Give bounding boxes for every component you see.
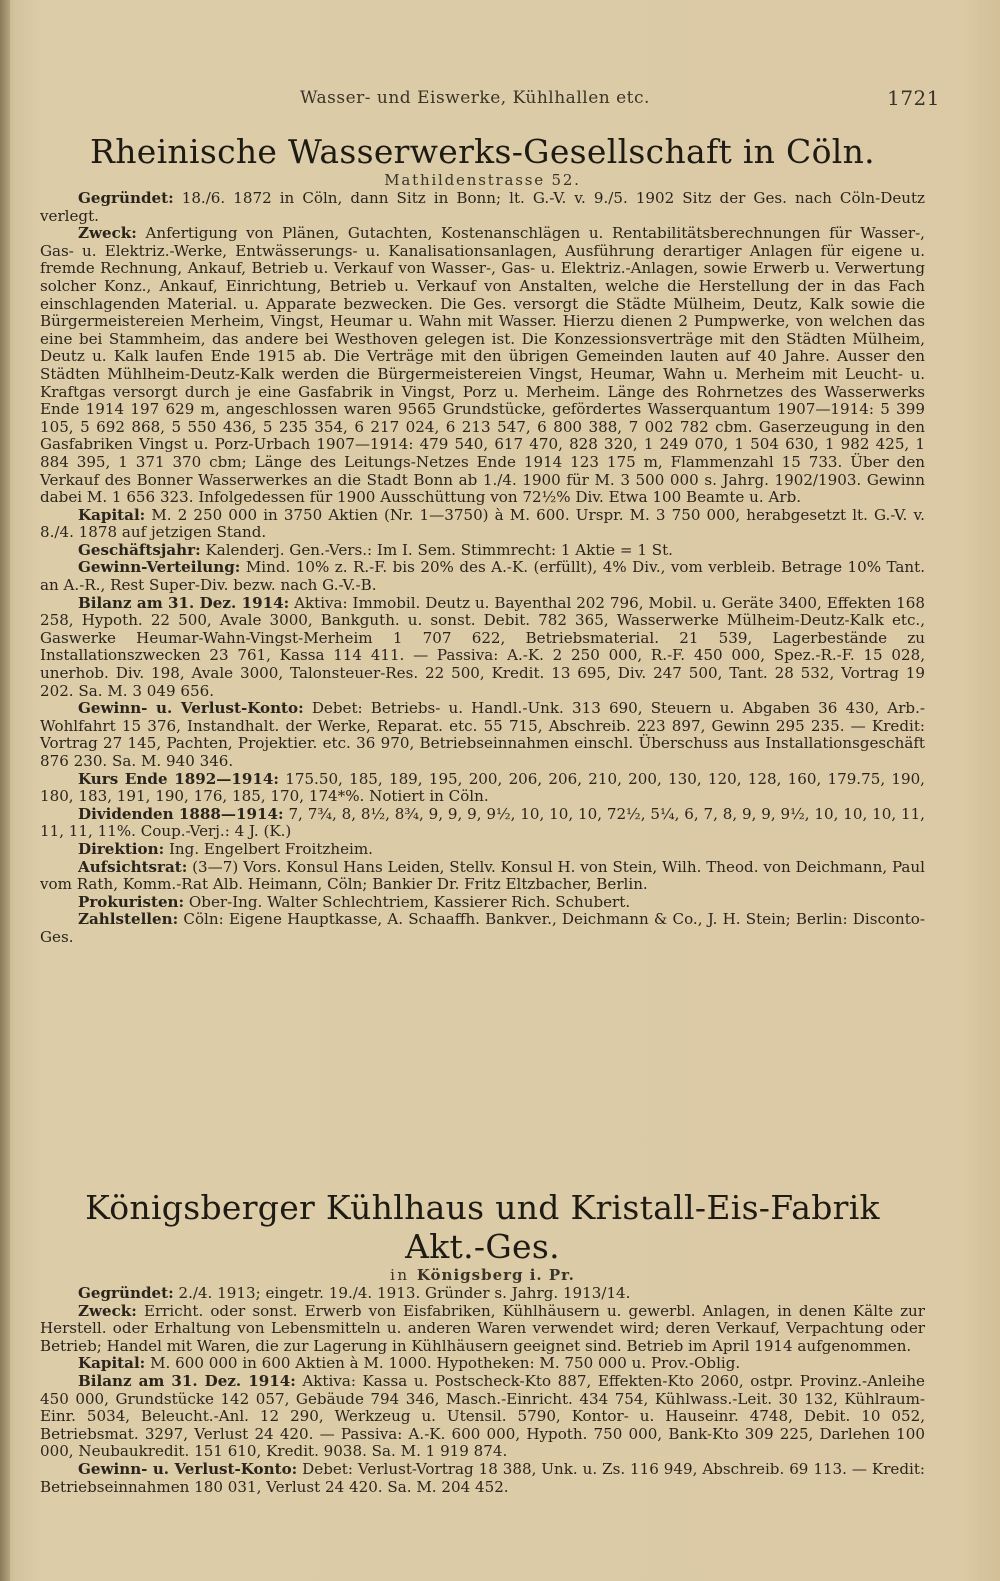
entry-paragraph [40, 700, 925, 770]
paragraph-label: Prokuristen: [78, 892, 185, 911]
entry-paragraph [40, 859, 925, 894]
entry-paragraph [40, 559, 925, 594]
paragraph-text: 175.50, 185, 189, 195, 200, 206, 206, 210, 200, 130, 120, 128, 160, 179.75, 190, 180, 183, 191, 190, 176, 185, 170, 174*%. Notiert in Cöln. [40, 769, 925, 806]
paragraph-text: M. 2 250 000 in 3750 Aktien (Nr. 1—3750) à M. 600. Urspr. M. 3 750 000, herabgesetzt lt. G.-V. v. 8./4. 1878 auf jetzigen Stand. [40, 505, 925, 542]
entry-paragraph [40, 507, 925, 542]
company-entry-rheinische-wasserwerks [40, 132, 925, 947]
paragraph-text: 7, 7¾, 8, 8½, 8¾, 9, 9, 9, 9½, 10, 10, 10, 72½, 5¼, 6, 7, 8, 9, 9, 9½, 10, 10, 10, 11, 11, 11, 11%. Coup.-Verj.: 4 J. (K.) [40, 804, 925, 841]
paragraph-label: Kapital: [78, 505, 146, 524]
paragraph-text: M. 600 000 in 600 Aktien à M. 1000. Hypotheken: M. 750 000 u. Prov.-Oblig. [150, 1354, 741, 1373]
entry-paragraph [40, 190, 925, 225]
entry-title: Königsberger Kühlhaus und Kristall-Eis-Fabrik Akt.-Ges. [85, 1188, 880, 1266]
paragraph-label: Gewinn- u. Verlust-Konto: [78, 699, 304, 718]
entry-paragraph [40, 894, 925, 912]
paragraph-text: (3—7) Vors. Konsul Hans Leiden, Stellv. Konsul H. von Stein, Wilh. Theod. von Deichmann, Paul vom Rath, Komm.-Rat Alb. Heimann, Cöln; Bankier Dr. Fritz Eltzbacher, Berlin. [40, 857, 925, 894]
page-number: 1721 [887, 86, 940, 110]
paragraph-text: Anfertigung von Plänen, Gutachten, Kostenanschlägen u. Rentabilitätsberechnungen für Wasser-, Gas- u. Elektriz.-Werke, Entwässerungs- u. Kanalisationsanlagen, Ausführung derartiger Anlagen für eigene u. fremde Rechnung, Ankauf, Betrieb u. Verkauf von Wasser-, Gas- u. Elektriz.-Anlagen, sowie Erwerb u. Verwertung solcher Konz., Ankauf, Einrichtung, Betrieb u. Verkauf von Anstalten, welche die Herstellung der in das Fach einschlagenden Material. u. Apparate bezwecken. Die Ges. versorgt die Städte Mülheim, Deutz, Kalk sowie die Bürgermeistereien Merheim, Vingst, Heumar u. Wahn mit Wasser. Hierzu dienen 2 Pumpwerke, von welchen das eine bei Stammheim, das andere bei Westhoven gelegen ist. Die Konzessionsverträge mit den Städten Mülheim, Deutz u. Kalk laufen Ende 1915 ab. Die Verträge mit den übrigen Gemeinden lauten auf 40 Jahre. Ausser den Städten Mühlheim-Deutz-Kalk werden die Bürgermeistereien Vingst, Heumar, Wahn u. Merheim mit Leucht- u. Kraftgas versorgt durch je eine Gasfabrik in Vingst, Porz u. Merheim. Länge des Rohrnetzes des Wasserwerks Ende 1914 197 629 m, angeschlossen waren 9565 Grundstücke, gefördertes Wasserquantum 1907—1914: 5 399 105, 5 692 868, 5 550 436, 5 235 354, 6 217 024, 6 213 547, 6 800 388, 7 002 782 cbm. Gaserzeugung in den Gasfabriken Vingst u. Porz-Urbach 1907—1914: 479 540, 617 470, 828 320, 1 249 070, 1 504 630, 1 982 425, 1 884 395, 1 371 370 cbm; Länge des Leitungs-Netzes Ende 1914 123 175 m, Flammenzahl 15 733. Über den Verkauf des Bonner Wasserwerkes an die Stadt Bonn ab 1./4. 1900 für M. 3 500 000 s. Jahrg. 1902/1903. Gewinn dabei M. 1 656 323. Infolgedessen für 1900 Ausschüttung von 72½% Div. Etwa 100 Beamte u. Arb. [40, 224, 925, 507]
entry-body [40, 1285, 925, 1496]
entry-paragraph [40, 771, 925, 806]
paragraph-label: Kapital: [78, 1354, 146, 1373]
entry-paragraph [40, 1285, 925, 1303]
paragraph-label: Geschäftsjahr: [78, 540, 201, 559]
entry-paragraph [40, 1303, 925, 1356]
paragraph-text: Kalenderj. Gen.-Vers.: Im I. Sem. Stimmrecht: 1 Aktie = 1 St. [205, 540, 673, 559]
entry-paragraph [40, 225, 925, 507]
paragraph-label: Zweck: [78, 1301, 137, 1320]
entry-paragraph [40, 1461, 925, 1496]
page-spine-shadow [0, 0, 10, 1581]
paragraph-text: 18./6. 1872 in Cöln, dann Sitz in Bonn; lt. G.-V. v. 9./5. 1902 Sitz der Ges. nach Cöln-Deutz verlegt. [40, 189, 925, 225]
paragraph-text: Aktiva: Immobil. Deutz u. Bayenthal 202 796, Mobil. u. Geräte 3400, Effekten 168 258, Hypoth. 22 500, Avale 3000, Bankguth. u. sonst. Debit. 782 365, Wasserwerke Mülheim-Deutz-Kalk etc., Gaswerke Heumar-Wahn-Vingst-Merheim 1 707 622, Betriebsmaterial. 21 539, Lagerbestände zu Installationszwecken 23 761, Kassa 114 411. — Passiva: A.-K. 2 250 000, R.-F. 450 000, Spez.-R.-F. 15 028, unerhob. Div. 198, Avale 3000, Talonsteuer-Res. 22 500, Kredit. 13 695, Div. 247 500, Tant. 28 532, Vortrag 19 202. Sa. M. 3 049 656. [40, 593, 925, 700]
paragraph-label: Bilanz am 31. Dez. 1914: [78, 1371, 296, 1390]
paragraph-label: Dividenden 1888—1914: [78, 804, 284, 823]
paragraph-label: Zweck: [78, 224, 137, 243]
paragraph-text: Aktiva: Kassa u. Postscheck-Kto 887, Effekten-Kto 2060, ostpr. Provinz.-Anleihe 450 000, Grundstücke 142 057, Gebäude 794 346, Masch.-Einricht. 434 754, Kühlwass.-Leit. 30 132, Kühlraum-Einr. 5034, Beleucht.-Anl. 12 290, Werkzeug u. Utensil. 5790, Kontor- u. Hauseinr. 4748, Debit. 10 052, Betriebsmat. 3297, Verlust 24 420. — Passiva: A.-K. 600 000, Hypoth. 750 000, Bank-Kto 309 225, Darlehen 100 000, Neubaukredit. 151 610, Kredit. 9038. Sa. M. 1 919 874. [40, 1371, 925, 1461]
entry-paragraph [40, 542, 925, 560]
entry-paragraph [40, 1373, 925, 1461]
paragraph-label: Kurs Ende 1892—1914: [78, 769, 279, 788]
paragraph-text: Debet: Betriebs- u. Handl.-Unk. 313 690, Steuern u. Abgaben 36 430, Arb.-Wohlfahrt 15 376, Instandhalt. der Werke, Reparat. etc. 55 715, Abschreib. 223 897, Gewinn 295 235. — Kredit: Vortrag 27 145, Pachten, Projektier. etc. 36 970, Betriebseinnahmen einschl. Überschuss aus Installationsgeschäft 876 230. Sa. M. 940 346. [40, 699, 925, 770]
paragraph-label: Direktion: [78, 839, 165, 858]
location-name: Königsberg i. Pr. [416, 1266, 575, 1284]
entry-paragraph [40, 806, 925, 841]
running-title: Wasser- und Eiswerke, Kühlhallen etc. [300, 88, 650, 108]
paragraph-label: Zahlstellen: [78, 910, 179, 929]
paragraph-text: Ober-Ing. Walter Schlechtriem, Kassierer Rich. Schubert. [188, 892, 631, 911]
paragraph-label: Gegründet: [78, 1284, 174, 1302]
paragraph-label: Aufsichtsrat: [78, 857, 188, 876]
paragraph-label: Bilanz am 31. Dez. 1914: [78, 593, 290, 612]
entry-paragraph [40, 911, 925, 946]
paragraph-text: 2./4. 1913; eingetr. 19./4. 1913. Gründer s. Jahrg. 1913/14. [178, 1284, 631, 1302]
location-prefix: in [390, 1266, 410, 1284]
company-entry-koenigsberger-kuehlhaus [40, 1188, 925, 1496]
paragraph-text: Mind. 10% z. R.-F. bis 20% des A.-K. (erfüllt), 4% Div., vom verbleib. Betrage 10% Tant. an A.-R., Rest Super-Div. bezw. nach G.-V.-B. [40, 558, 925, 595]
paragraph-label: Gewinn-Verteilung: [78, 558, 241, 577]
paragraph-text: Erricht. oder sonst. Erwerb von Eisfabriken, Kühlhäusern u. gewerbl. Anlagen, in denen Kälte zur Herstell. oder Erhaltung von Lebensmitteln u. anderen Waren verwendet wird; deren Verkauf, Verpachtung oder Betrieb; Handel mit Waren, die zur Lagerung in Kühlhäusern geeignet sind. Betrieb im April 1914 aufgenommen. [40, 1301, 925, 1355]
paragraph-label: Gegründet: [78, 189, 174, 207]
paragraph-text: Ing. Engelbert Froitzheim. [168, 839, 373, 858]
paragraph-text: Debet: Verlust-Vortrag 18 388, Unk. u. Zs. 116 949, Abschreib. 69 113. — Kredit: Betriebseinnahmen 180 031, Verlust 24 420. Sa. M. 204 452. [40, 1459, 925, 1496]
entry-paragraph [40, 841, 925, 859]
entry-title: Rheinische Wasserwerks-Gesellschaft in Cöln. [90, 132, 875, 171]
entry-body [40, 190, 925, 947]
paragraph-label: Gewinn- u. Verlust-Konto: [78, 1459, 298, 1478]
entry-paragraph [40, 595, 925, 701]
entry-paragraph [40, 1355, 925, 1373]
paragraph-text: Cöln: Eigene Hauptkasse, A. Schaaffh. Bankver., Deichmann & Co., J. H. Stein; Berlin: Disconto-Ges. [40, 910, 925, 946]
entry-address: Mathildenstrasse 52. [384, 171, 581, 189]
entry-location [40, 1266, 925, 1284]
